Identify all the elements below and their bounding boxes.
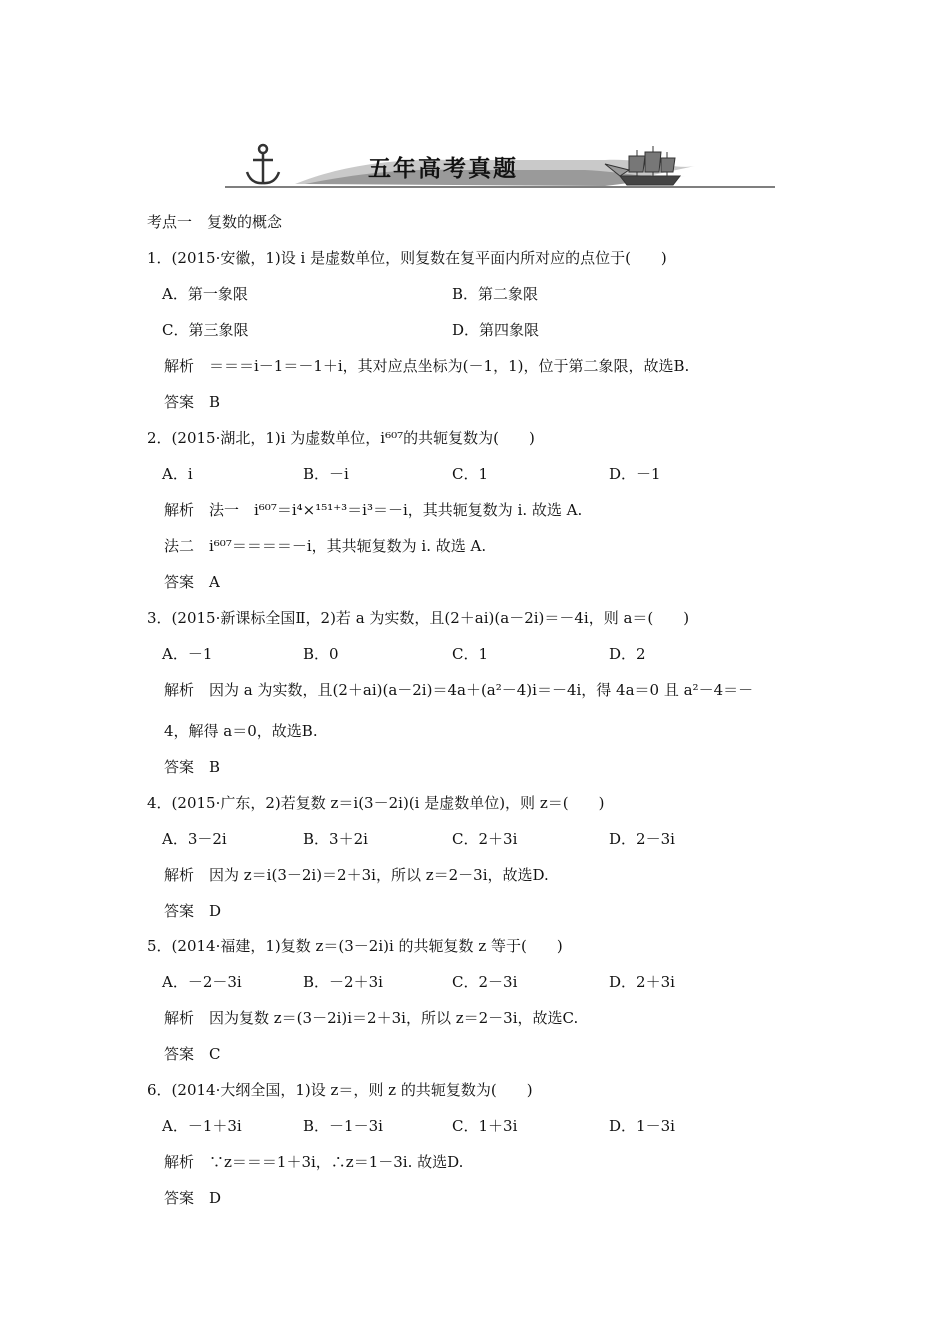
question-6-option-d: D．1－3i (609, 1117, 675, 1135)
question-1-option-d: D．第四象限 (452, 321, 540, 339)
page-title: 五年高考真题 (368, 156, 518, 182)
question-6-option-c: C．1＋3i (452, 1117, 518, 1135)
question-4-analysis: 解析 因为 z＝i(3－2i)＝2＋3i，所以 z＝2－3i，故选D. (164, 866, 549, 884)
question-4-stem: 4．(2015·广东，2)若复数 z＝i(3－2i)(i 是虚数单位)，则 z＝( ) (147, 794, 605, 812)
question-4-answer: 答案 D (164, 902, 222, 920)
question-1-answer: 答案 B (164, 393, 221, 411)
anchor-icon (247, 145, 279, 183)
question-2-analysis-1: 解析 法一 i⁶⁰⁷＝i⁴×¹⁵¹⁺³＝i³＝－i，其共轭复数为 i. 故选 A. (164, 501, 583, 519)
question-2-stem: 2．(2015·湖北，1)i 为虚数单位，i⁶⁰⁷的共轭复数为( ) (147, 429, 535, 447)
question-4-option-a: A．3－2i (162, 830, 227, 848)
question-3-answer: 答案 B (164, 758, 221, 776)
question-5-option-a: A．－2－3i (162, 973, 242, 991)
question-2-option-d: D．－1 (609, 465, 661, 483)
question-6-option-a: A．－1＋3i (162, 1117, 242, 1135)
question-5-option-b: B．－2＋3i (303, 973, 383, 991)
question-6-option-b: B．－1－3i (303, 1117, 383, 1135)
question-3-option-d: D．2 (609, 645, 646, 663)
question-2-option-c: C．1 (452, 465, 489, 483)
question-3-stem: 3．(2015·新课标全国Ⅱ，2)若 a 为实数，且(2＋ai)(a－2i)＝－4i，则 a＝( ) (147, 609, 690, 627)
question-4-option-c: C．2＋3i (452, 830, 518, 848)
section-heading: 考点一 复数的概念 (147, 213, 283, 231)
question-2-option-a: A．i (162, 465, 193, 483)
question-1-option-b: B．第二象限 (452, 285, 539, 303)
question-5-option-c: C．2－3i (452, 973, 518, 991)
question-6-stem: 6．(2014·大纲全国，1)设 z＝，则 z 的共轭复数为( ) (147, 1081, 533, 1099)
question-2-analysis-2: 法二 i⁶⁰⁷＝＝＝＝－i，其共轭复数为 i. 故选 A. (164, 537, 487, 555)
question-5-stem: 5．(2014·福建，1)复数 z＝(3－2i)i 的共轭复数 z 等于( ) (147, 937, 563, 955)
question-6-answer: 答案 D (164, 1189, 222, 1207)
question-1-stem: 1．(2015·安徽，1)设 i 是虚数单位，则复数在复平面内所对应的点位于( ) (147, 249, 667, 267)
question-5-analysis: 解析 因为复数 z＝(3－2i)i＝2＋3i，所以 z＝2－3i，故选C. (164, 1009, 579, 1027)
question-1-option-a: A．第一象限 (162, 285, 248, 303)
question-5-answer: 答案 C (164, 1045, 221, 1063)
question-4-option-b: B．3＋2i (303, 830, 368, 848)
question-1-analysis: 解析 ＝＝＝i－1＝－1＋i，其对应点坐标为(－1，1)，位于第二象限，故选B. (164, 357, 690, 375)
question-1-option-c: C．第三象限 (162, 321, 249, 339)
question-3-analysis-2: 4，解得 a＝0，故选B. (164, 722, 318, 740)
question-3-option-c: C．1 (452, 645, 489, 663)
question-2-option-b: B．－i (303, 465, 349, 483)
question-2-answer: 答案 A (164, 573, 220, 591)
question-4-option-d: D．2－3i (609, 830, 675, 848)
question-3-option-a: A．－1 (162, 645, 213, 663)
question-3-analysis-1: 解析 因为 a 为实数，且(2＋ai)(a－2i)＝4a＋(a²－4)i＝－4i，得 4a＝0 且 a²－4＝－ (164, 681, 754, 699)
question-3-option-b: B．0 (303, 645, 339, 663)
question-5-option-d: D．2＋3i (609, 973, 675, 991)
question-6-analysis: 解析 ∵z＝＝＝1＋3i，∴z＝1－3i. 故选D. (164, 1153, 464, 1171)
